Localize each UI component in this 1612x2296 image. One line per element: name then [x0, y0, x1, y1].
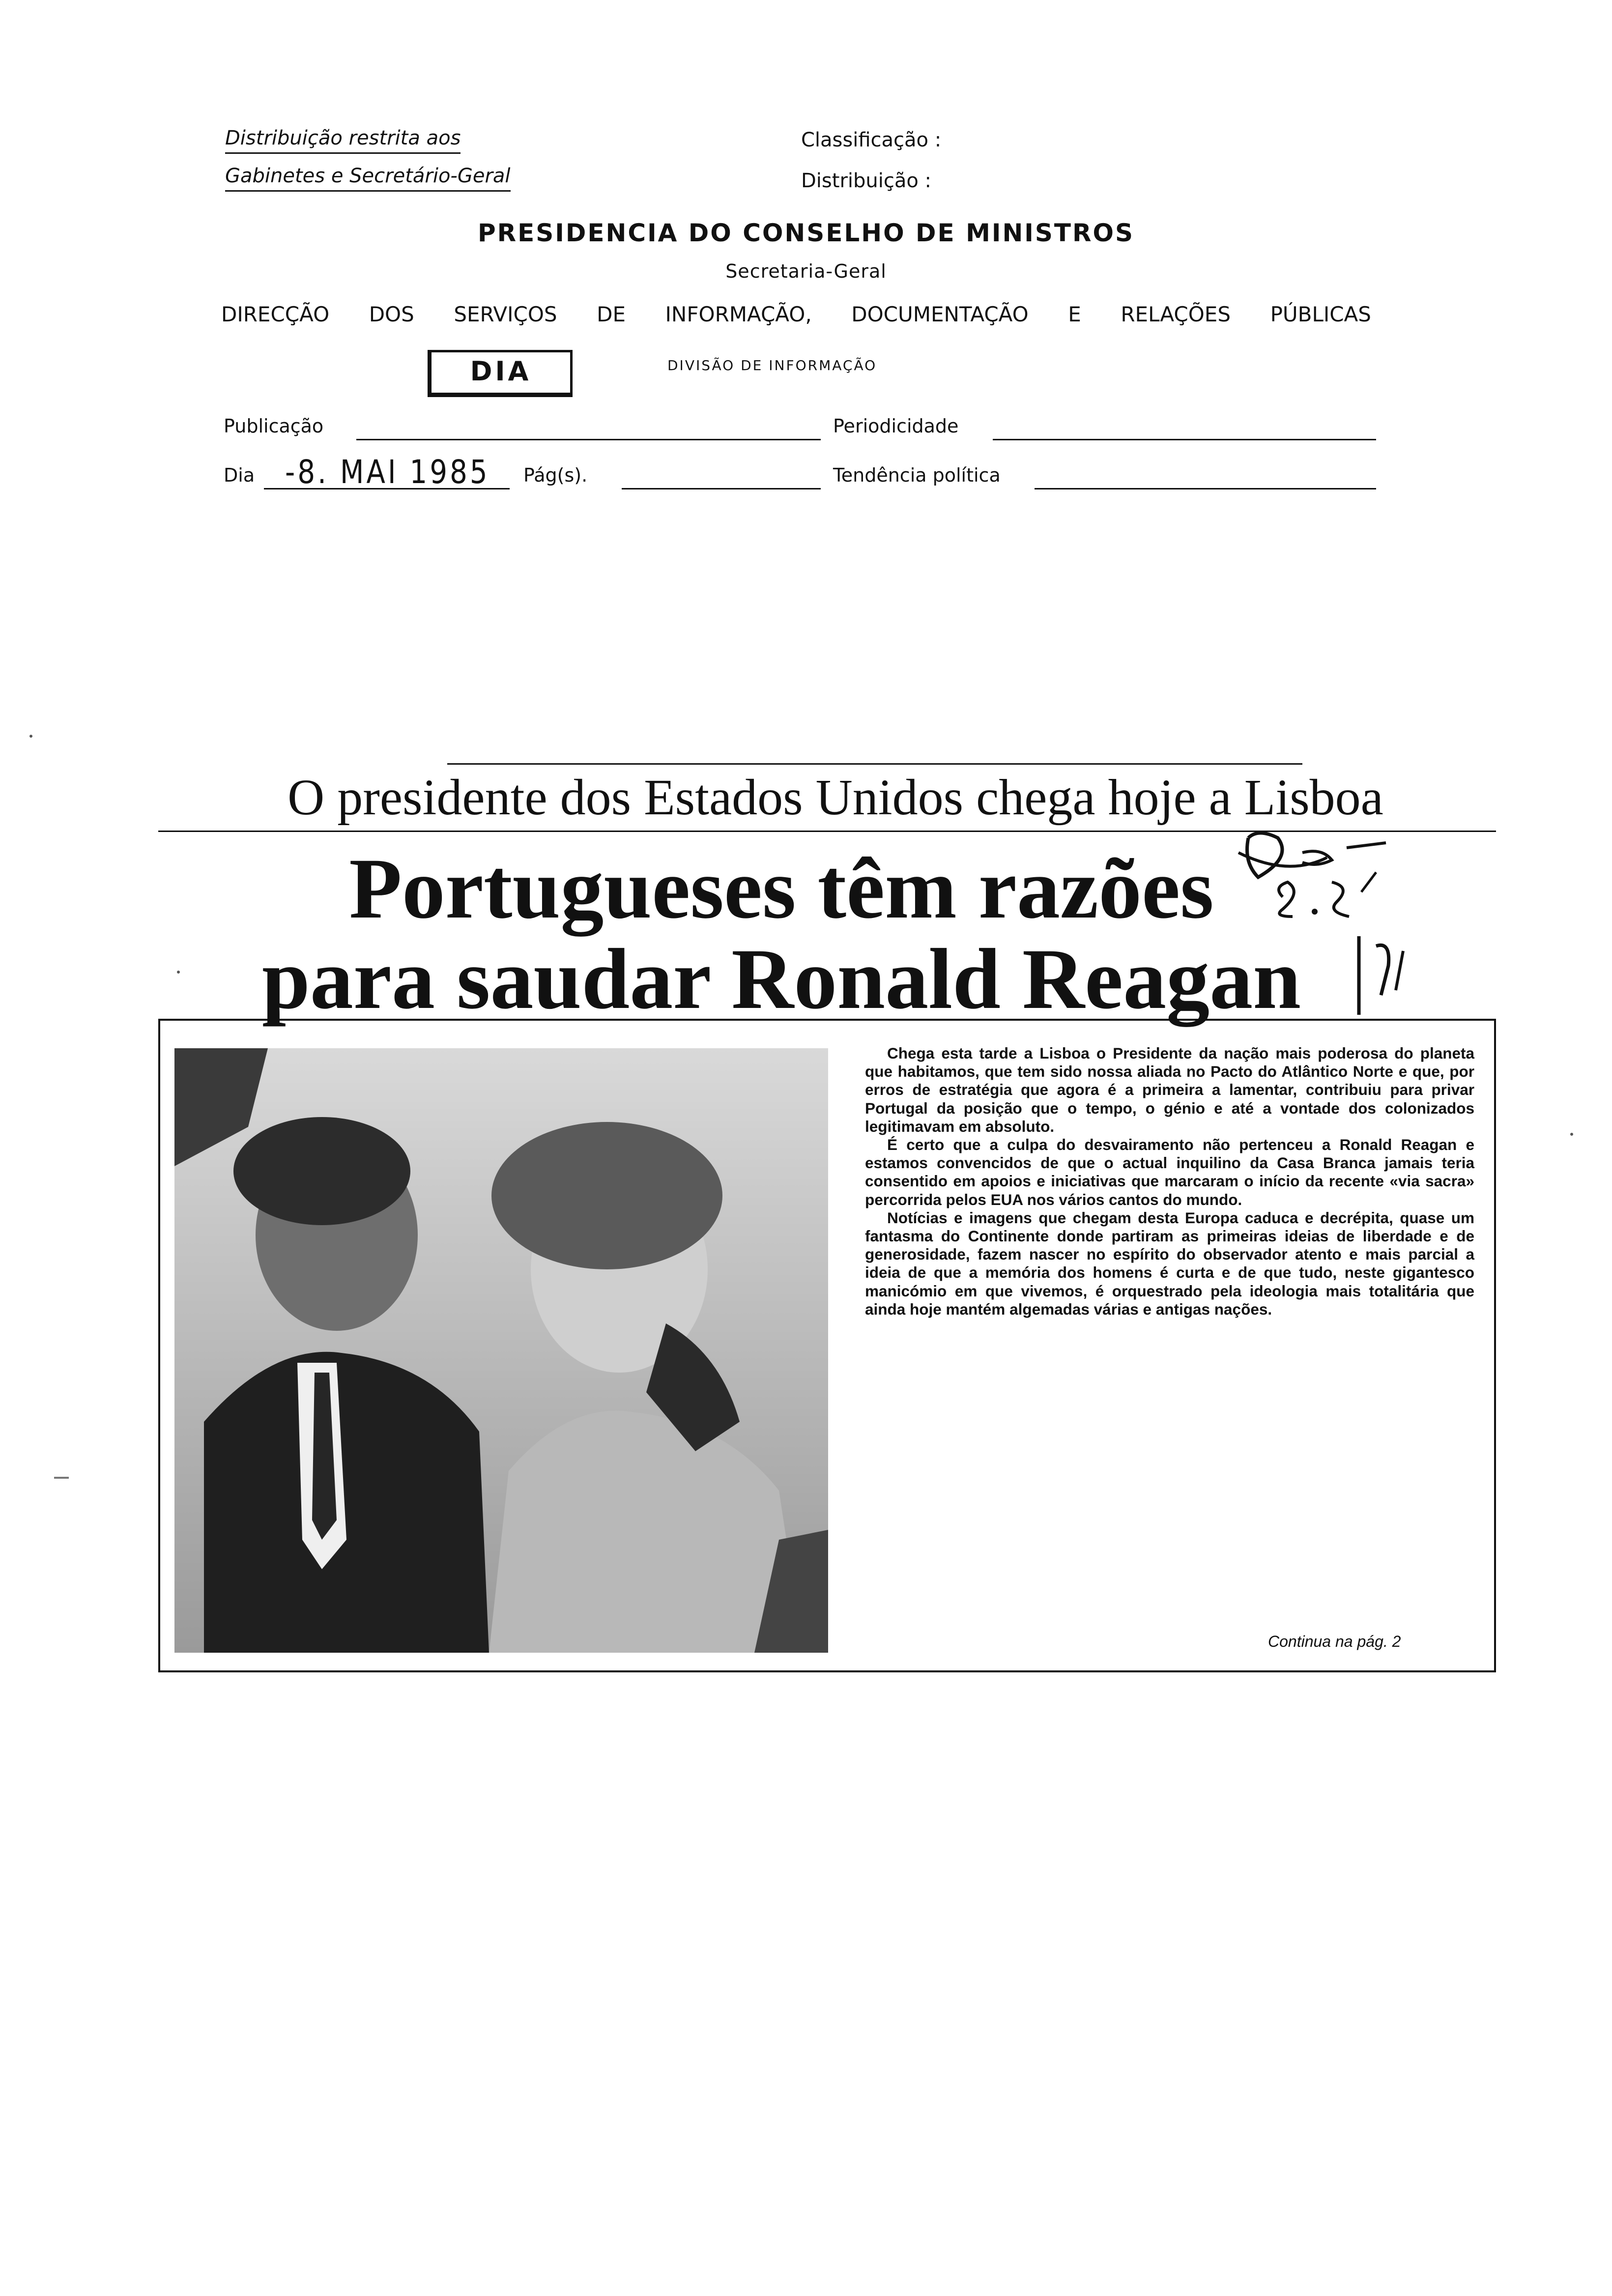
- department-word: INFORMAÇÃO,: [665, 302, 812, 326]
- department-word: DE: [597, 302, 626, 326]
- day-label: Dia: [224, 464, 255, 486]
- date-stamp-value: -8. MAI 1985: [285, 453, 490, 491]
- political-tendency-label: Tendência política: [833, 464, 1001, 486]
- article-paragraph: É certo que a culpa do desvairamento não pertenceu a Ronald Reagan e estamos convencidos de que o actual inquilino da Casa Branca jamais teria consentido em apoios e iniciativas que marcaram o início da recente «via sacra» percorrida pelos EUA nos vários cantos do mundo.: [865, 1136, 1474, 1208]
- department-word: SERVIÇOS: [454, 302, 557, 326]
- publication-field-line: [356, 439, 821, 440]
- handwritten-annotation: [1229, 818, 1435, 1034]
- department-word: DOS: [369, 302, 414, 326]
- periodicity-label: Periodicidade: [833, 415, 959, 437]
- distribution-restriction-line2: Gabinetes e Secretário-Geral: [225, 165, 511, 192]
- scan-speck: [1570, 1133, 1573, 1136]
- department-word: DOCUMENTAÇÃO: [851, 302, 1029, 326]
- article-paragraph: Notícias e imagens que chegam desta Europa caduca e decrépita, quase um fantasma do Continente donde partiram as primeiras ideias de liberdade e de generosidade, fazem nascer no espírito do observador atento e mais parcial a ideia de que a memória dos homens é curta e de que tudo, neste gigantesco manicómio em que vivemos, é orquestrado pela ideologia mais totalitária que ainda hoje mantém algemadas várias e antigas nações.: [865, 1208, 1474, 1318]
- classification-label: Classificação :: [801, 129, 942, 151]
- distribution-restriction-line1: Distribuição restrita aos: [225, 127, 461, 154]
- article-paragraph: Chega esta tarde a Lisboa o Presidente da nação mais poderosa do planeta que habitamos, que tem sido nossa aliada no Pacto do Atlântico Norte e que, por erros de estratégia que agora é a primeira a lamentar, contribuiu para privar Portugal da posição que o tempo, o génio e até a vontade dos colonizados legitimavam em absoluto.: [865, 1044, 1474, 1135]
- article-body: [865, 1044, 1474, 1319]
- periodicity-field-line: [993, 439, 1376, 440]
- publication-stamp: DIA: [428, 350, 573, 397]
- headline-line-1: Portugueses têm razões: [349, 841, 1214, 937]
- division-label: DIVISÃO DE INFORMAÇÃO: [667, 357, 877, 373]
- organization-subtitle: Secretaria-Geral: [725, 260, 887, 282]
- article-kicker: O presidente dos Estados Unidos chega hoje a Lisboa: [288, 769, 1383, 826]
- article-photo: [174, 1048, 828, 1653]
- scan-speck: [29, 735, 32, 738]
- pages-label: Pág(s).: [523, 464, 588, 486]
- department-word: E: [1068, 302, 1081, 326]
- scan-speck: [177, 971, 180, 974]
- publication-label: Publicação: [224, 415, 324, 437]
- distribution-label: Distribuição :: [801, 170, 932, 192]
- pages-field-line: [622, 488, 821, 489]
- department-word: DIRECÇÃO: [221, 302, 330, 326]
- photo-image: [174, 1048, 828, 1653]
- department-name: [221, 302, 1371, 326]
- political-tendency-field-line: [1035, 488, 1376, 489]
- continued-on-page: Continua na pág. 2: [1268, 1633, 1401, 1650]
- department-word: RELAÇÕES: [1121, 302, 1231, 326]
- scan-speck: [54, 1477, 69, 1479]
- headline-line-2: para saudar Ronald Reagan: [261, 931, 1301, 1027]
- organization-title: PRESIDENCIA DO CONSELHO DE MINISTROS: [477, 219, 1135, 247]
- clipping-top-rule: [447, 763, 1302, 765]
- department-word: PÚBLICAS: [1270, 302, 1371, 326]
